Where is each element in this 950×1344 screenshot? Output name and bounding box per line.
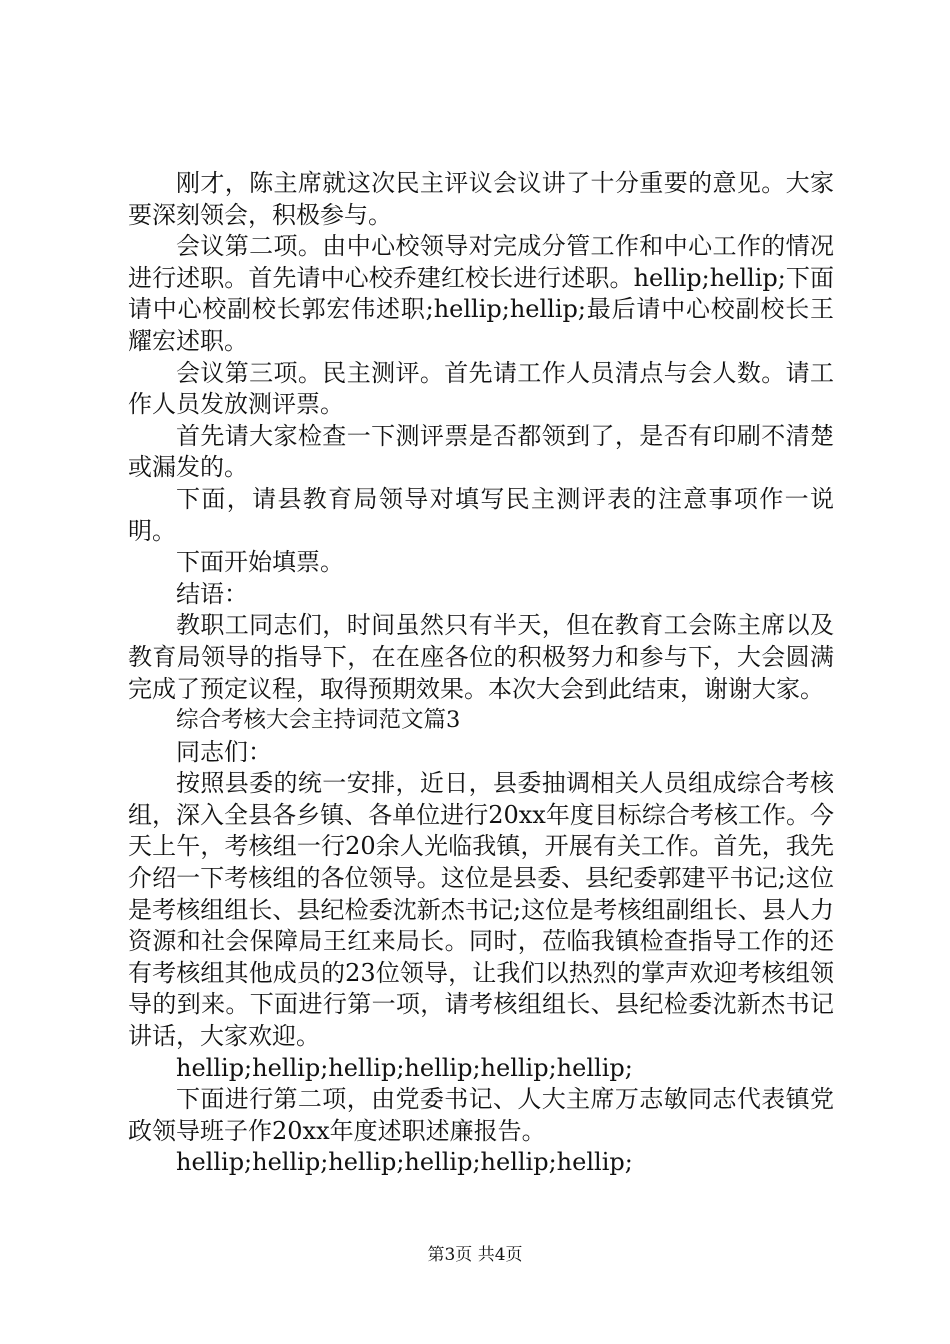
document-body bbox=[128, 168, 834, 1179]
paragraph-item-two: 会议第二项。由中心校领导对完成分管工作和中心工作的情况进行述职。首先请中心校乔建红校长进行述职。hellip;hellip;下面请中心校副校长郭宏伟述职;hellip;hellip;最后请中心校副校长王耀宏述职。 bbox=[128, 232, 834, 355]
paragraph-closing-label: 结语： bbox=[176, 579, 248, 608]
paragraph-item-two-report: 下面进行第二项，由党委书记、人大主席万志敏同志代表镇党政领导班子作20xx年度述职述廉报告。 bbox=[128, 1085, 834, 1145]
page-footer: 第3页 共4页 bbox=[427, 1245, 523, 1265]
section-heading: 综合考核大会主持词范文篇3 bbox=[176, 707, 461, 734]
paragraph-closing-text: 教职工同志们，时间虽然只有半天，但在教育工会陈主席以及教育局领导的指导下，在在座各位的积极努力和参与下，大会圆满完成了预定议程，取得预期效果。本次大会到此结束，谢谢大家。 bbox=[128, 611, 834, 703]
paragraph-start-voting: 下面开始填票。 bbox=[176, 548, 344, 577]
paragraph-instructions: 下面，请县教育局领导对填写民主测评表的注意事项作一说明。 bbox=[128, 484, 834, 545]
paragraph-opening-remarks: 刚才，陈主席就这次民主评议会议讲了十分重要的意见。大家要深刻领会，积极参与。 bbox=[128, 169, 834, 229]
paragraph-check-ballots: 首先请大家检查一下测评票是否都领到了，是否有印刷不清楚或漏发的。 bbox=[128, 421, 834, 482]
paragraph-ellipsis-1: hellip;hellip;hellip;hellip;hellip;hellip; bbox=[176, 1053, 633, 1082]
paragraph-introduction: 按照县委的统一安排，近日，县委抽调相关人员组成综合考核组，深入全县各乡镇、各单位进行20xx年度目标综合考核工作。今天上午，考核组一行20余人光临我镇，开展有关工作。首先，我先介绍一下考核组的各位领导。这位是县委、县纪委郭建平书记;这位是考核组组长、县纪检委沈新杰书记;这位是考核组副组长、县人力资源和社会保障局王红来局长。同时，莅临我镇检查指导工作的还有考核组其他成员的23位领导，让我们以热烈的掌声欢迎考核组领导的到来。下面进行第一项，请考核组组长、县纪检委沈新杰书记讲话，大家欢迎。 bbox=[128, 769, 834, 1051]
paragraph-salutation: 同志们： bbox=[176, 737, 272, 766]
paragraph-ellipsis-2: hellip;hellip;hellip;hellip;hellip;hellip; bbox=[176, 1148, 633, 1177]
paragraph-item-three: 会议第三项。民主测评。首先请工作人员清点与会人数。请工作人员发放测评票。 bbox=[128, 358, 834, 419]
